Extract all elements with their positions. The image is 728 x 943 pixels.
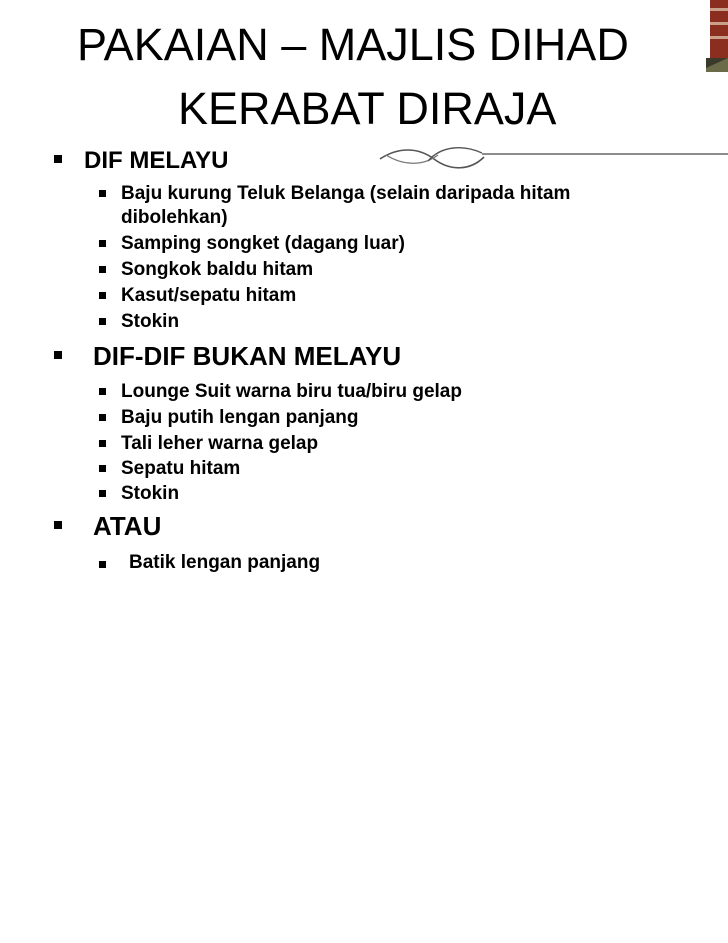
list-item: Baju putih lengan panjang (121, 407, 359, 428)
section-heading: DIF-DIF BUKAN MELAYU (93, 341, 402, 371)
ornamental-divider-icon (378, 143, 728, 173)
list-item: Stokin (121, 483, 180, 504)
list-item: Lounge Suit warna biru tua/biru gelap (121, 381, 462, 402)
bullet-icon (54, 521, 62, 529)
section-heading: ATAU (93, 511, 162, 541)
bullet-icon (99, 388, 106, 395)
list-item: Baju kurung Teluk Belanga (selain daripada hitam (121, 183, 571, 204)
list-item-continuation: dibolehkan) (121, 207, 228, 228)
list-item: Samping songket (dagang luar) (121, 233, 405, 254)
bullet-icon (99, 318, 106, 325)
list-item: Batik lengan panjang (129, 552, 321, 573)
corner-decoration-icon (706, 0, 728, 72)
bullet-icon (99, 240, 106, 247)
slide-title-line-1: PAKAIAN – MAJLIS DIHAD (77, 19, 629, 70)
slide-title-line-2: KERABAT DIRAJA (178, 83, 557, 134)
bullet-icon (54, 155, 62, 163)
bullet-icon (99, 266, 106, 273)
list-item: Sepatu hitam (121, 458, 241, 479)
bullet-icon (99, 561, 106, 568)
bullet-icon (99, 490, 106, 497)
bullet-icon (99, 440, 106, 447)
list-item: Songkok baldu hitam (121, 259, 314, 280)
list-item: Stokin (121, 311, 180, 332)
list-item: Kasut/sepatu hitam (121, 285, 297, 306)
bullet-icon (54, 351, 62, 359)
list-item: Tali leher warna gelap (121, 433, 319, 454)
bullet-icon (99, 190, 106, 197)
section-heading: DIF MELAYU (84, 147, 229, 174)
bullet-icon (99, 465, 106, 472)
bullet-icon (99, 414, 106, 421)
bullet-icon (99, 292, 106, 299)
